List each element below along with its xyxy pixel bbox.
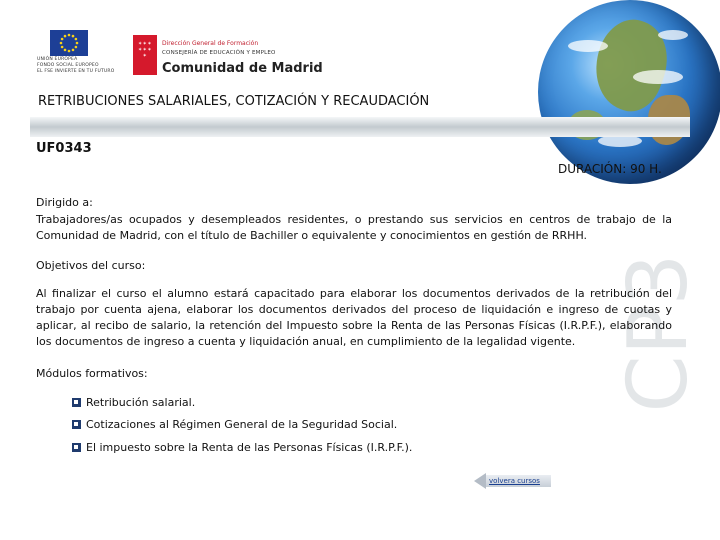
cp3-watermark: CP3	[611, 253, 706, 413]
eu-stars-icon	[50, 30, 88, 56]
checkbox-bullet-icon	[72, 398, 81, 407]
module-label: El impuesto sobre la Renta de las Personas Físicas (I.R.P.F.).	[86, 441, 413, 454]
objectives-label: Objetivos del curso:	[36, 259, 146, 272]
eu-caption-line: UNIÓN EUROPEA	[37, 57, 78, 62]
madrid-org-line1: Dirección General de Formación	[162, 40, 259, 47]
madrid-flag-logo	[133, 35, 157, 75]
course-duration: DURACIÓN: 90 H.	[558, 162, 662, 176]
course-title: RETRIBUCIONES SALARIALES, COTIZACIÓN Y RECAUDACIÓN	[38, 94, 430, 109]
course-code: UF0343	[36, 141, 92, 156]
module-label: Retribución salarial.	[86, 396, 196, 409]
eu-caption-line: FONDO SOCIAL EUROPEO	[37, 63, 99, 68]
eu-caption	[37, 57, 119, 75]
audience-text: Trabajadores/as ocupados y desempleados residentes, o prestando sus servicios en centros de trabajo de la Comunidad de Madrid, con el título de Bachiller o equivalente y conocimientos en gestión de RRHH.	[36, 213, 672, 242]
back-to-courses-link[interactable]	[474, 473, 551, 489]
eu-caption-line: EL FSE INVIERTE EN TU FUTURO	[37, 69, 115, 74]
madrid-stars-icon: ✶✶✶ ✶✶✶ ✶	[137, 41, 153, 59]
title-band	[30, 117, 690, 137]
madrid-org-line2: CONSEJERÍA DE EDUCACIÓN Y EMPLEO	[162, 50, 276, 56]
objectives-text: Al finalizar el curso el alumno estará capacitado para elaborar los documentos derivados de la retribución del trabajo por cuenta ajena, elaborar los documentos derivados del proceso de liquidación e ingreso de cuotas y aplicar, al recibo de salario, la retención del Impuesto sobre la Renta de las Personas Físicas (I.R.P.F.), elaborando los documentos de ingreso a cuenta y liquidación anual, en cumplimiento de la legalidad vigente.	[36, 287, 672, 348]
checkbox-bullet-icon	[72, 420, 81, 429]
eu-flag-logo	[50, 30, 88, 56]
module-item	[72, 396, 195, 409]
back-arrow-icon[interactable]	[474, 473, 486, 489]
module-item	[72, 441, 412, 454]
checkbox-bullet-icon	[72, 443, 81, 452]
modules-label: Módulos formativos:	[36, 367, 148, 380]
madrid-name: Comunidad de Madrid	[162, 61, 323, 76]
globe-image	[538, 0, 720, 184]
audience-label: Dirigido a:	[36, 196, 93, 209]
module-item	[72, 418, 397, 431]
module-label: Cotizaciones al Régimen General de la Seguridad Social.	[86, 418, 398, 431]
back-to-courses-label[interactable]: volvera cursos	[486, 475, 551, 487]
